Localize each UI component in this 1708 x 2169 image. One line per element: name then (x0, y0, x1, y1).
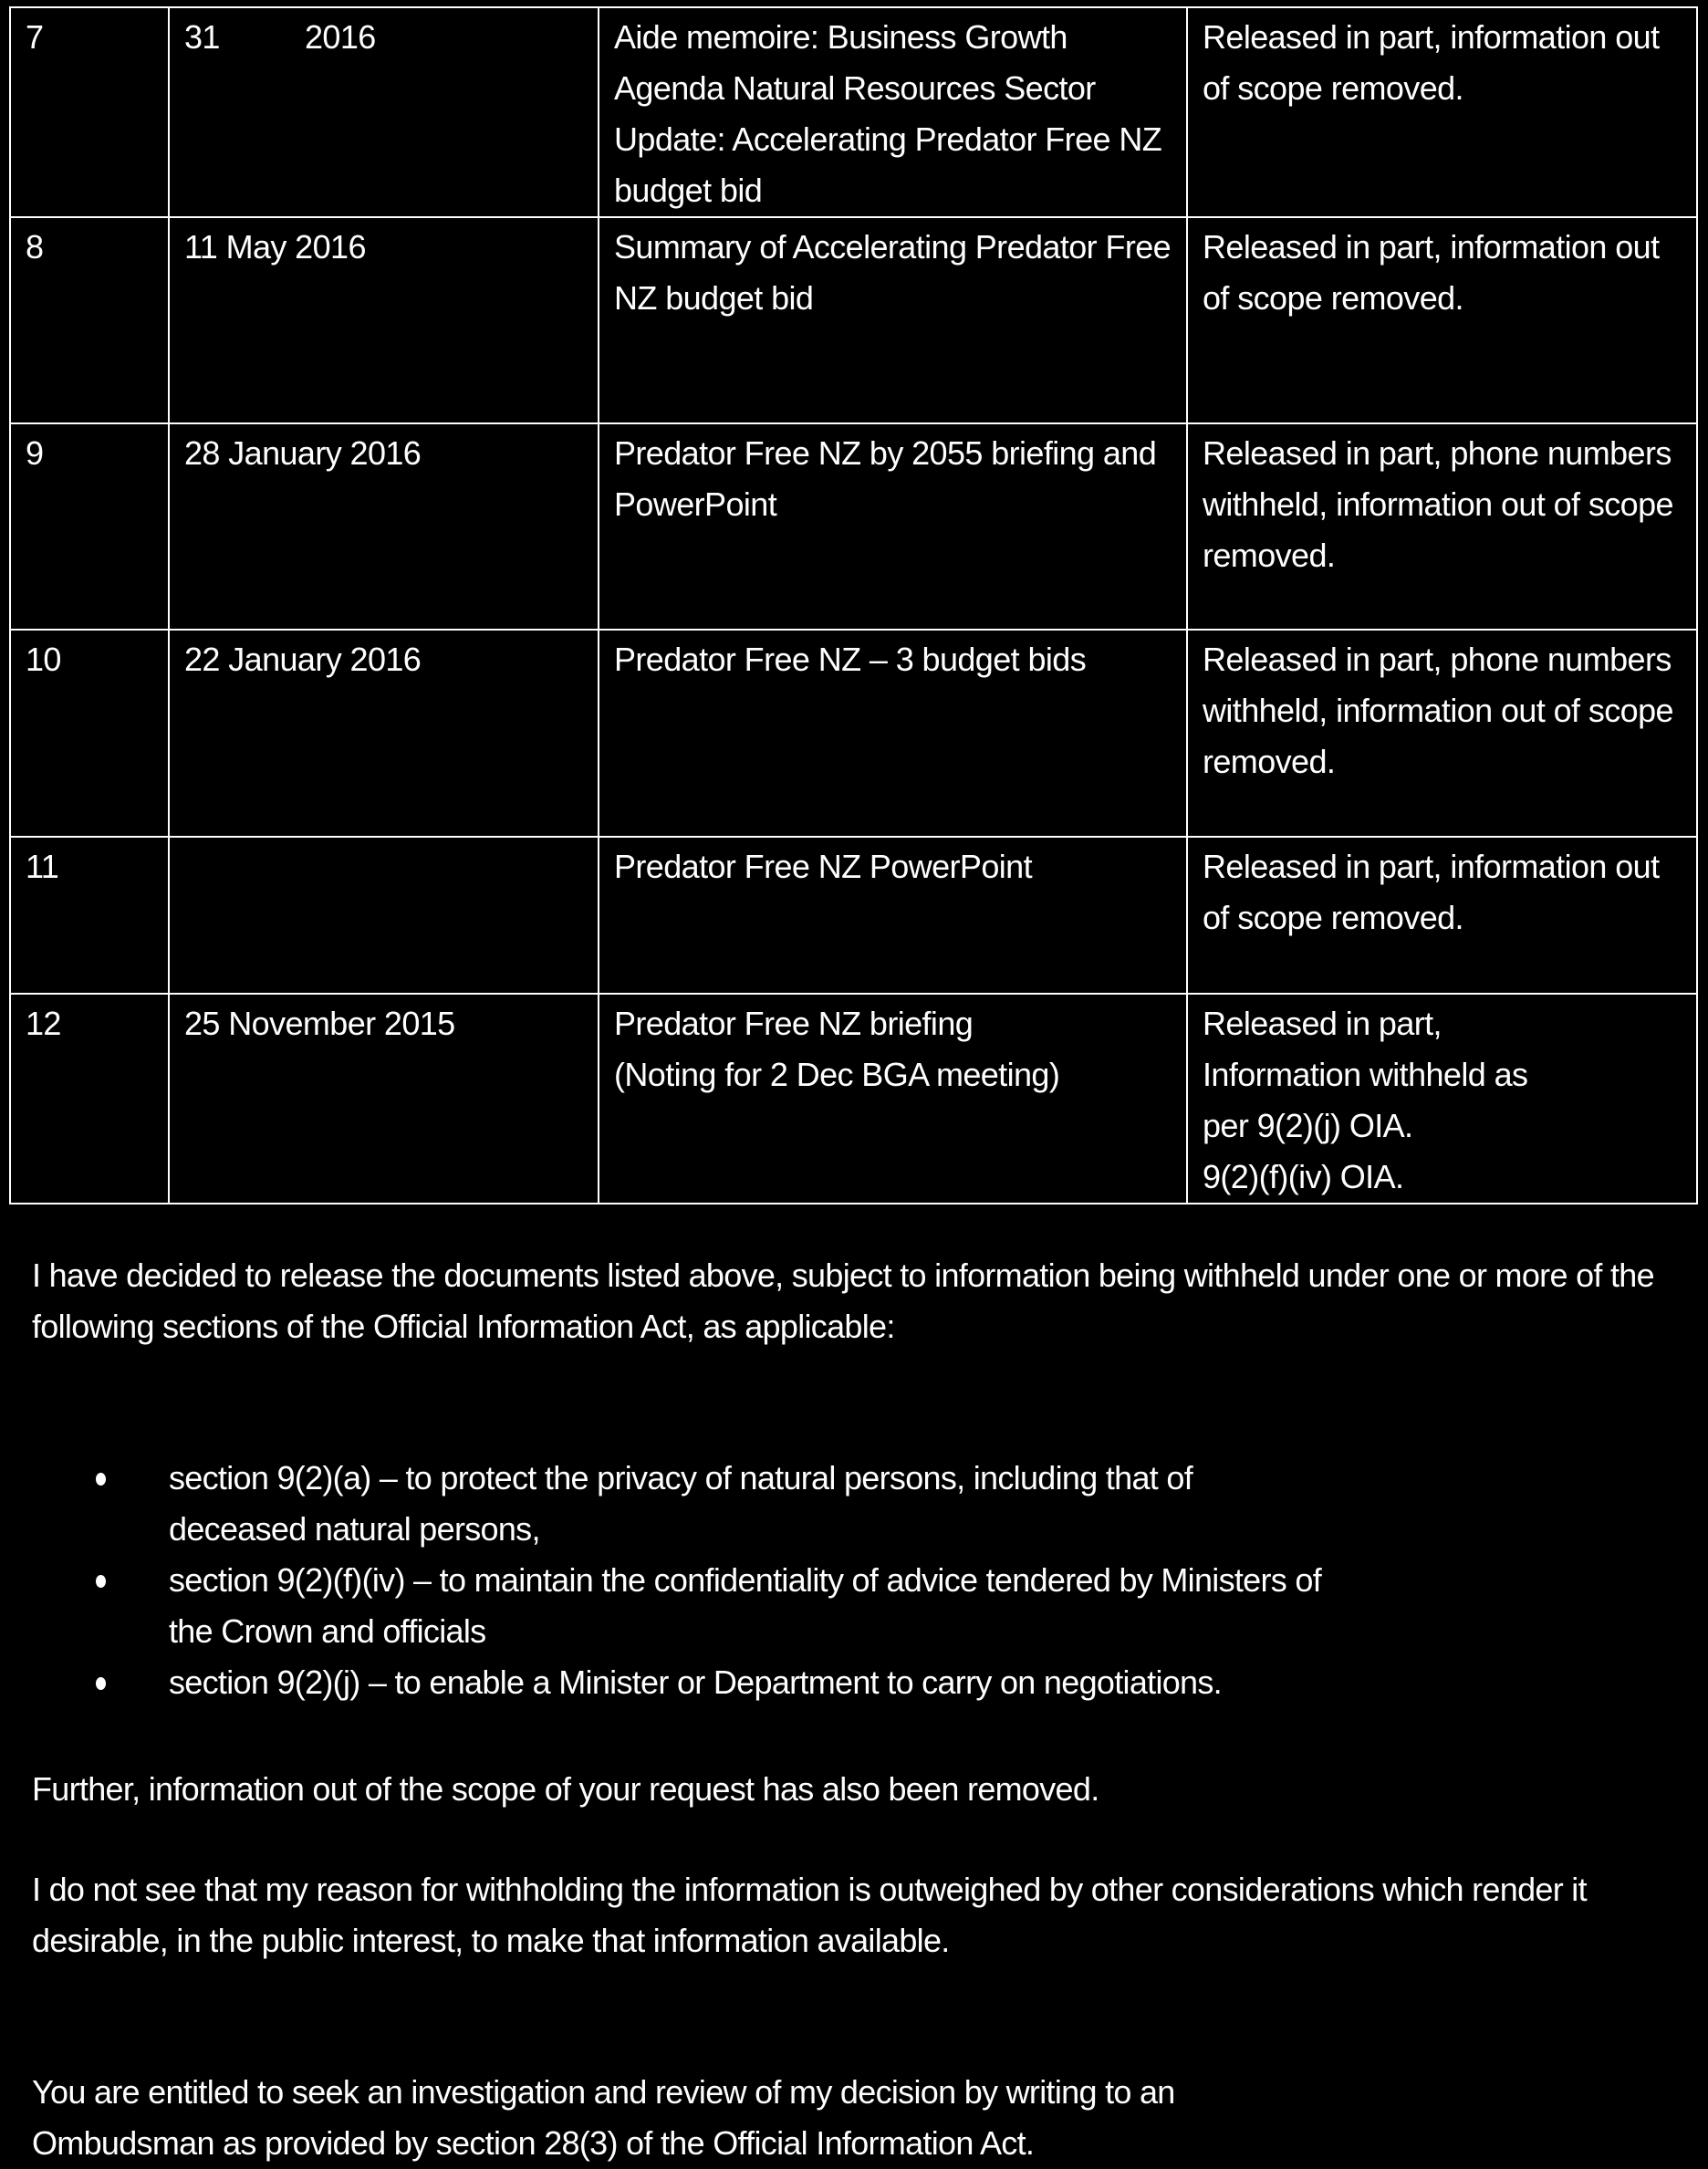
table-row (10, 217, 1697, 423)
doc-decision (1187, 994, 1697, 1204)
doc-number: 10 (10, 630, 169, 837)
ombudsman-line: You are entitled to seek an investigation and review of my decision by writing to an (32, 2073, 1175, 2111)
doc-number: 9 (10, 423, 169, 630)
doc-title (599, 994, 1187, 1204)
table-row (10, 994, 1697, 1204)
doc-date: 28 January 2016 (169, 423, 599, 630)
list-item-line: section 9(2)(j) – to enable a Minister or Department to carry on negotiations. (169, 1663, 1222, 1701)
doc-title-line: (Noting for 2 Dec BGA meeting) (614, 1056, 1060, 1093)
table-row (10, 630, 1697, 837)
doc-title: Predator Free NZ by 2055 briefing and PowerPoint (599, 423, 1187, 630)
list-item (32, 1453, 1656, 1555)
doc-date-day: 31 (184, 18, 220, 56)
doc-date: 22 January 2016 (169, 630, 599, 837)
doc-decision: Released in part, information out of scope removed. (1187, 217, 1697, 423)
doc-title: Predator Free NZ PowerPoint (599, 837, 1187, 994)
doc-decision: Released in part, information out of scope removed. (1187, 837, 1697, 994)
table-row (10, 837, 1697, 994)
doc-title-line: Predator Free NZ briefing (614, 1005, 974, 1042)
list-item-line: section 9(2)(f)(iv) – to maintain the confidentiality of advice tendered by Ministers of (169, 1561, 1322, 1599)
list-item-line: section 9(2)(a) – to protect the privacy of natural persons, including that of (169, 1459, 1193, 1496)
doc-decision-line: per 9(2)(j) OIA. (1203, 1107, 1413, 1144)
doc-title: Predator Free NZ – 3 budget bids (599, 630, 1187, 837)
doc-date (169, 7, 599, 217)
doc-decision-line: 9(2)(f)(iv) OIA. (1203, 1158, 1404, 1195)
bullet-icon (96, 1473, 106, 1486)
table-row (10, 7, 1697, 217)
list-item-line: deceased natural persons, (169, 1510, 540, 1548)
doc-decision: Released in part, phone numbers withheld, information out of scope removed. (1187, 630, 1697, 837)
list-item (32, 1657, 1656, 1708)
doc-title: Summary of Accelerating Predator Free NZ budget bid (599, 217, 1187, 423)
table-row (10, 423, 1697, 630)
doc-number: 12 (10, 994, 169, 1204)
doc-date: 11 May 2016 (169, 217, 599, 423)
public-interest-paragraph: I do not see that my reason for withholding the information is outweighed by other considerations which render it desirable, in the public interest, to make that information available. (32, 1871, 1587, 1959)
ombudsman-paragraph (32, 2067, 1656, 2169)
out-of-scope-paragraph: Further, information out of the scope of your request has also been removed. (32, 1770, 1099, 1808)
doc-decision: Released in part, information out of scope removed. (1187, 7, 1697, 217)
doc-title: Aide memoire: Business Growth Agenda Natural Resources Sector Update: Accelerating Predator Free NZ budget bid (599, 7, 1187, 217)
doc-number: 8 (10, 217, 169, 423)
bullet-icon (96, 1575, 106, 1588)
doc-decision: Released in part, phone numbers withheld, information out of scope removed. (1187, 423, 1697, 630)
doc-decision-line: Released in part, (1203, 1005, 1442, 1042)
documents-table (9, 6, 1698, 1204)
doc-number: 11 (10, 837, 169, 994)
doc-date: 25 November 2015 (169, 994, 599, 1204)
ombudsman-line: Ombudsman as provided by section 28(3) of the Official Information Act. (32, 2124, 1035, 2162)
doc-date-year: 2016 (305, 18, 376, 56)
doc-decision-line: Information withheld as (1203, 1056, 1528, 1093)
list-item (32, 1555, 1656, 1657)
list-item-line: the Crown and officials (169, 1612, 486, 1650)
release-decision-paragraph: I have decided to release the documents listed above, subject to information being withheld under one or more of the following sections of the Official Information Act, as applicable: (32, 1257, 1654, 1345)
bullet-icon (96, 1677, 106, 1690)
doc-date (169, 837, 599, 994)
withholding-sections-list (32, 1453, 1656, 1708)
doc-number: 7 (10, 7, 169, 217)
